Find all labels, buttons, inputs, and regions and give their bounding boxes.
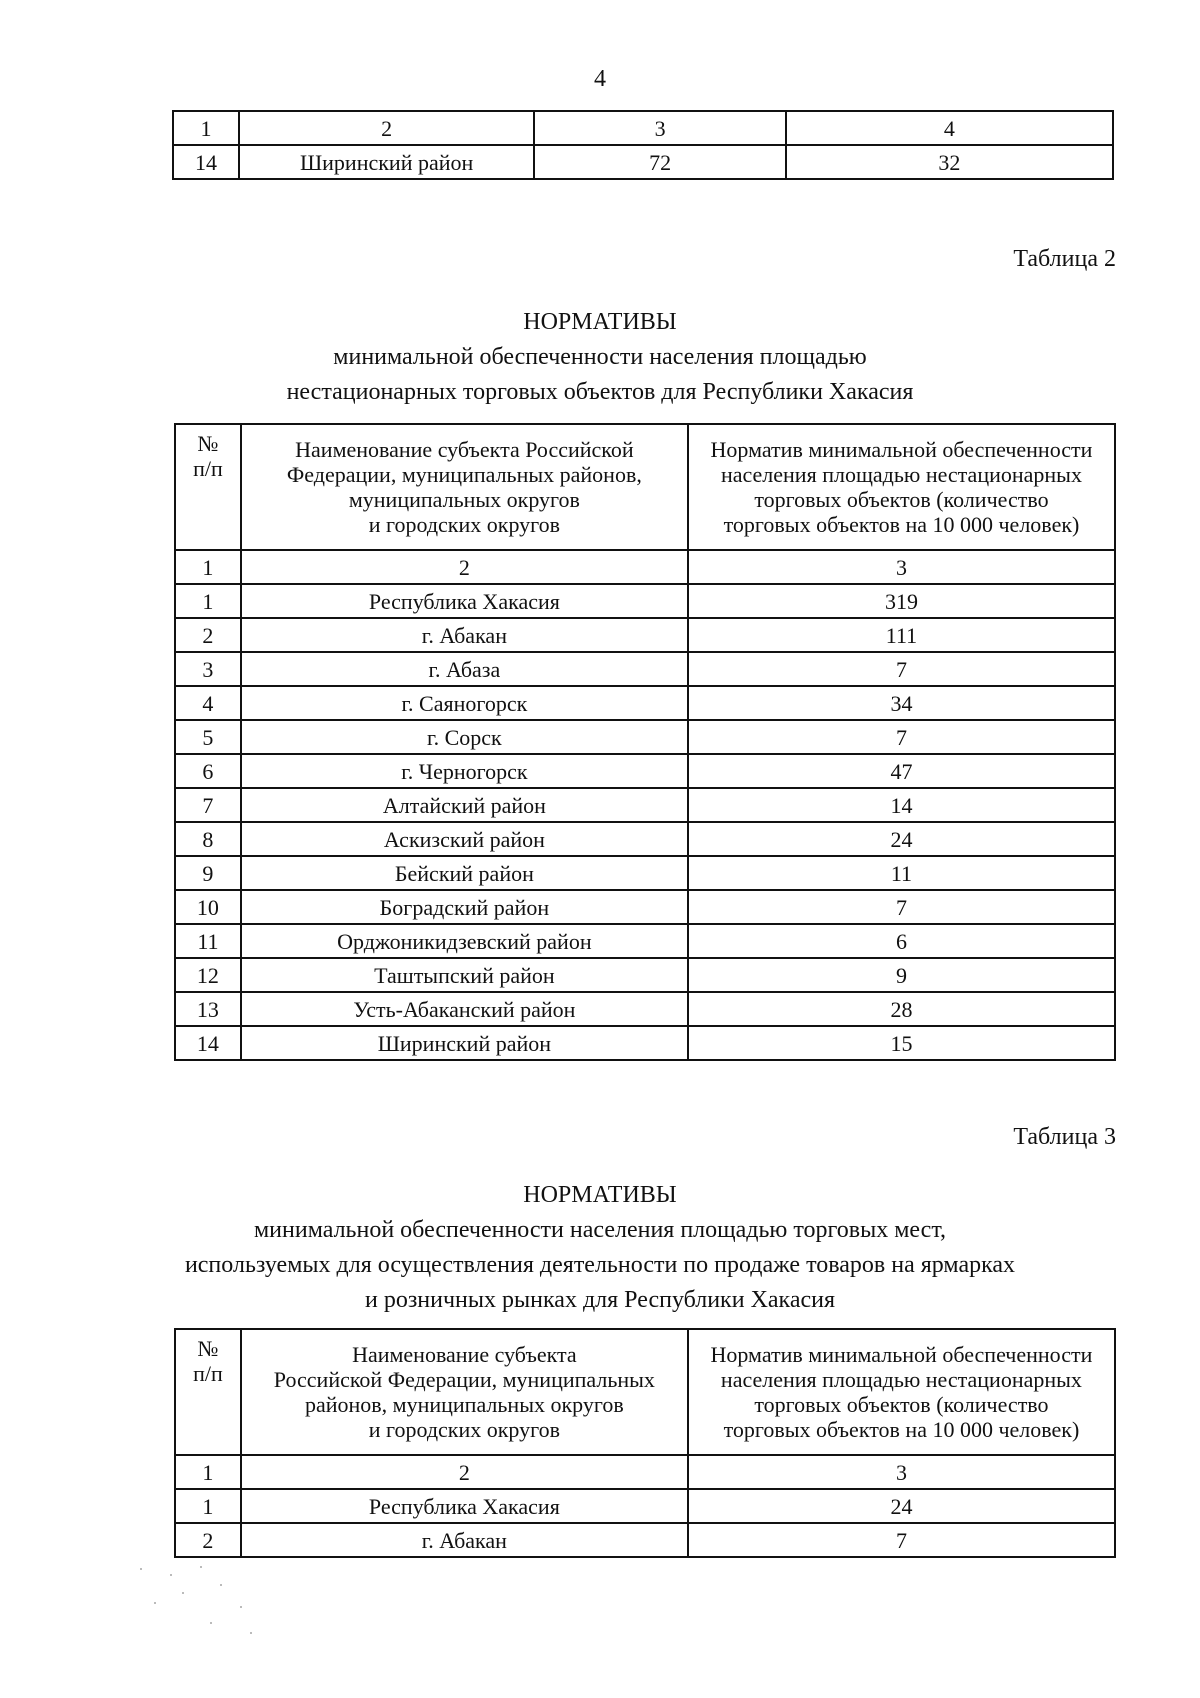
header-text-line: Наименование субъекта: [352, 1342, 577, 1367]
row-name-cell: г. Абаза: [241, 652, 688, 686]
header-text-line: муниципальных округов: [348, 487, 580, 512]
row-value-cell: 72: [534, 145, 785, 179]
row-name-cell: Усть-Абаканский район: [241, 992, 688, 1026]
table-row: [175, 1026, 1115, 1060]
row-number-cell: 14: [175, 1026, 241, 1060]
row-value-cell: 7: [688, 720, 1115, 754]
table-row: [175, 618, 1115, 652]
row-value-cell: 9: [688, 958, 1115, 992]
row-number-cell: 3: [175, 652, 241, 686]
table-2: [174, 423, 1116, 1061]
table-row: [175, 1489, 1115, 1523]
table-row: [175, 992, 1115, 1026]
table-3-subtitle-line: минимальной обеспеченности населения площадью торговых мест,: [253, 1217, 947, 1243]
header-text-line: торговых объектов на 10 000 человек): [723, 1417, 1080, 1442]
column-number-cell: 2: [241, 1455, 688, 1489]
row-name-cell: г. Абакан: [241, 618, 688, 652]
header-text-line: торговых объектов (количество: [754, 1392, 1049, 1417]
row-value-cell: 28: [688, 992, 1115, 1026]
row-value-cell: 24: [688, 822, 1115, 856]
table-continuation: [172, 110, 1114, 180]
row-name-cell: Республика Хакасия: [241, 584, 688, 618]
row-name-cell: г. Сорск: [241, 720, 688, 754]
header-text-line: Норматив минимальной обеспеченности: [710, 437, 1093, 462]
row-name-cell: Республика Хакасия: [241, 1489, 688, 1523]
column-number-cell: 1: [173, 111, 239, 145]
column-number-cell: 3: [688, 1455, 1115, 1489]
column-number-cell: 4: [786, 111, 1113, 145]
header-name-cell: [241, 1329, 688, 1455]
header-text-line: и городских округов: [368, 1417, 560, 1442]
page-number: 4: [594, 66, 606, 92]
header-name-cell: [241, 424, 688, 550]
row-name-cell: Ширинский район: [241, 1026, 688, 1060]
row-number-cell: 6: [175, 754, 241, 788]
table-3: [174, 1328, 1116, 1558]
table-2-title: НОРМАТИВЫ: [523, 309, 677, 335]
row-number-cell: 5: [175, 720, 241, 754]
header-norm-cell: [688, 424, 1115, 550]
row-name-cell: Ширинский район: [239, 145, 535, 179]
table-3-label: Таблица 3: [1013, 1124, 1116, 1150]
row-name-cell: г. Саяногорск: [241, 686, 688, 720]
table-2-subtitle-line: минимальной обеспеченности населения площадью: [333, 344, 867, 370]
table-row: [175, 720, 1115, 754]
table-row: [175, 958, 1115, 992]
row-name-cell: Бейский район: [241, 856, 688, 890]
row-number-cell: 14: [173, 145, 239, 179]
table-row: [173, 145, 1113, 179]
row-name-cell: Алтайский район: [241, 788, 688, 822]
row-value-cell: 14: [688, 788, 1115, 822]
column-number-cell: 2: [239, 111, 535, 145]
header-text-line: Норматив минимальной обеспеченности: [710, 1342, 1093, 1367]
header-text-line: п/п: [193, 456, 223, 481]
table-row: [175, 788, 1115, 822]
table-header-row: [175, 1329, 1115, 1455]
table-3-title-block: [0, 1178, 1200, 1318]
table-3-subtitle-line: и розничных рынках для Республики Хакасия: [364, 1287, 836, 1313]
row-value-cell: 34: [688, 686, 1115, 720]
header-number-cell: [175, 1329, 241, 1455]
row-name-cell: Орджоникидзевский район: [241, 924, 688, 958]
row-name-cell: Таштыпский район: [241, 958, 688, 992]
table-row: [175, 1523, 1115, 1557]
table-row: [175, 754, 1115, 788]
header-text-line: населения площадью нестационарных: [720, 462, 1082, 487]
column-number-cell: 2: [241, 550, 688, 584]
column-number-cell: 3: [534, 111, 785, 145]
table-3-subtitle-line: используемых для осуществления деятельности по продаже товаров на ярмарках: [184, 1252, 1016, 1278]
row-number-cell: 12: [175, 958, 241, 992]
header-number-cell: [175, 424, 241, 550]
table-2-title-block: [0, 305, 1200, 410]
table-row: [175, 584, 1115, 618]
row-value-cell: 7: [688, 1523, 1115, 1557]
row-number-cell: 4: [175, 686, 241, 720]
row-value-cell: 11: [688, 856, 1115, 890]
column-number-cell: 1: [175, 550, 241, 584]
table-row: [175, 822, 1115, 856]
row-number-cell: 13: [175, 992, 241, 1026]
row-value-cell: 24: [688, 1489, 1115, 1523]
column-numbers-row: [175, 550, 1115, 584]
header-norm-cell: [688, 1329, 1115, 1455]
table-row: [175, 890, 1115, 924]
header-text-line: торговых объектов на 10 000 человек): [723, 512, 1080, 537]
column-number-cell: 1: [175, 1455, 241, 1489]
row-name-cell: Аскизский район: [241, 822, 688, 856]
row-value-cell: 111: [688, 618, 1115, 652]
row-number-cell: 8: [175, 822, 241, 856]
row-number-cell: 10: [175, 890, 241, 924]
table-row: [175, 652, 1115, 686]
header-text-line: Федерации, муниципальных районов,: [286, 462, 642, 487]
header-text-line: Российской Федерации, муниципальных: [273, 1367, 655, 1392]
row-value-cell: 32: [786, 145, 1113, 179]
table-row: [175, 856, 1115, 890]
header-text-line: №: [197, 1336, 219, 1361]
table-2-subtitle-line: нестационарных торговых объектов для Республики Хакасия: [286, 379, 914, 405]
row-name-cell: Боградский район: [241, 890, 688, 924]
table-2-label: Таблица 2: [1013, 246, 1116, 272]
scan-artifact: [130, 1562, 280, 1642]
row-number-cell: 2: [175, 618, 241, 652]
column-numbers-row: [175, 1455, 1115, 1489]
row-name-cell: г. Черногорск: [241, 754, 688, 788]
row-value-cell: 15: [688, 1026, 1115, 1060]
row-value-cell: 7: [688, 652, 1115, 686]
header-text-line: п/п: [193, 1361, 223, 1386]
row-number-cell: 2: [175, 1523, 241, 1557]
column-number-cell: 3: [688, 550, 1115, 584]
header-text-line: №: [197, 431, 219, 456]
row-value-cell: 6: [688, 924, 1115, 958]
header-text-line: и городских округов: [368, 512, 561, 537]
table-header-row: [175, 424, 1115, 550]
row-number-cell: 1: [175, 1489, 241, 1523]
row-name-cell: г. Абакан: [241, 1523, 688, 1557]
table-row: [175, 924, 1115, 958]
header-text-line: населения площадью нестационарных: [720, 1367, 1082, 1392]
table-row: [175, 686, 1115, 720]
row-number-cell: 1: [175, 584, 241, 618]
header-text-line: районов, муниципальных округов: [304, 1392, 624, 1417]
row-number-cell: 7: [175, 788, 241, 822]
header-text-line: торговых объектов (количество: [754, 487, 1049, 512]
header-text-line: Наименование субъекта Российской: [295, 437, 634, 462]
table-3-title: НОРМАТИВЫ: [523, 1182, 677, 1208]
row-number-cell: 11: [175, 924, 241, 958]
row-number-cell: 9: [175, 856, 241, 890]
row-value-cell: 319: [688, 584, 1115, 618]
row-value-cell: 7: [688, 890, 1115, 924]
row-value-cell: 47: [688, 754, 1115, 788]
table-row: [173, 111, 1113, 145]
